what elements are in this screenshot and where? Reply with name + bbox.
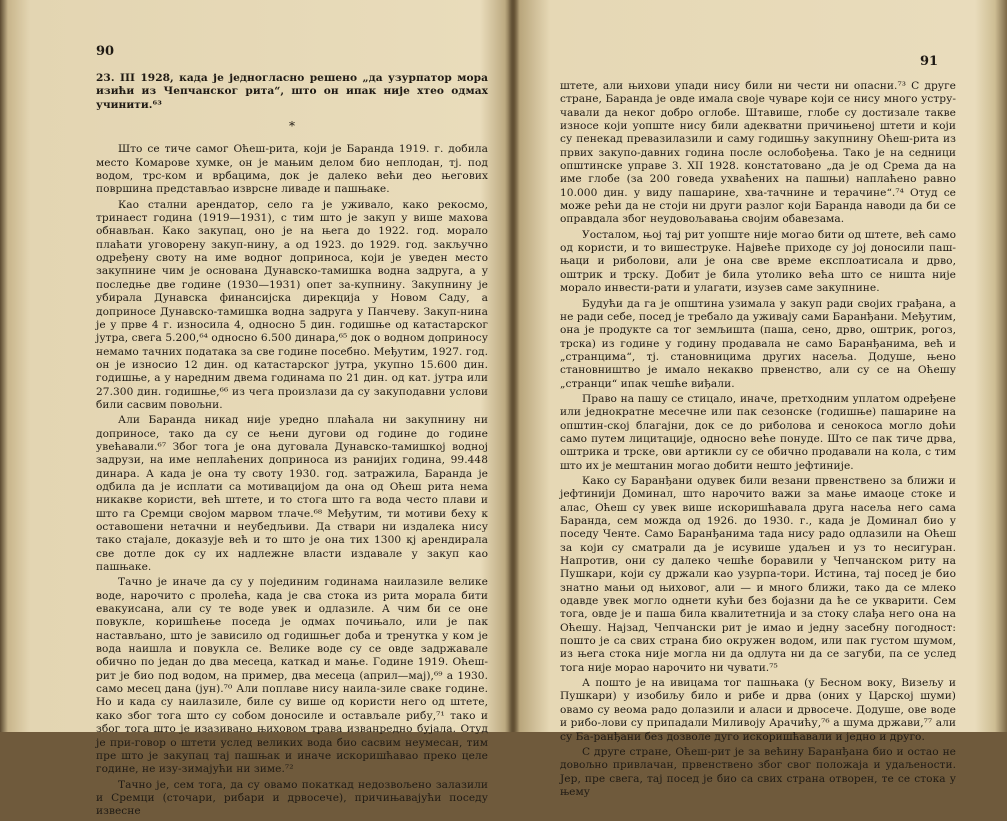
paragraph: Што се тиче самог Оћеш-рита, који је Баранда 1919. г. добила место Комарове хумке, он је мањим делом био неплодан, тј. под водом, трс-ком и врбацима, док је далеко већи део његових површина представљао изврсне ливаде и пашњаке. — [96, 143, 488, 196]
paragraph: Право на пашу се стицало, иначе, претходним уплатом одређене или једнократне месечне или пак сезонске (годишње) пашарине на општин-ској благајни, док се до риболова и сенокоса могло доћи само путем лицитације, односно веће понуде. Што се пак тиче дрва, оштрика и трске, ови артикли су се обично продавали на кола, с тим што их је мештанин могао добити нешто јефтиније. — [560, 392, 956, 472]
paragraph: А пошто је на ивицама тог пашњака (у Бесном воку, Визељу и Пушкари) у изобиљу било и рибе и дрва (оних у Царској шуми) овамо су веома радо долазили и аласи и дрвосече. Додуше, ове воде и рибо-лови су припадали Миливоју Арачићу,⁷⁶ а шума држави,⁷⁷ али су Ба-ранђани без дозволе дуго искоришћавали и једно и друго. — [560, 677, 956, 743]
opening-paragraph: 23. III 1928, када је једногласно решено „да узурпатор мора изићи из Чепчанског рита“, што он ипак није хтео одмах учинити.⁶³ — [96, 72, 488, 111]
paragraph: Уосталом, њој тај рит уопште није могао бити од штете, већ само од користи, и то вишеструке. Највеће приходе су јој доносили паш-њаци и риболови, али је она све време експлоатисала и дрво, оштрик и трску. Добит је била утолико већа што се ништа није морало инвести-рати и улагати, изузев саме закупнине. — [560, 228, 956, 295]
left-page-text — [96, 72, 488, 821]
right-page — [516, 0, 999, 798]
paragraph: Тачно је иначе да су у појединим годинама наилазиле велике воде, нарочито с пролећа, када је сва стока из рита морала бити евакуисана, али су те воде увек и одлазиле. А чим би се оне повукле, коришћење поседа је одмах почињало, или је пак настављано, што је зависило од годишњег доба и тренутка у ком је вода наишла и повукла се. Велике воде су се овде задржавале обично по један до два месеца, каткад и мање. Године 1919. Оћеш-рит је био под водом, на пример, два месеца (април—мај),⁶⁹ а 1930. само месец дана (јун).⁷⁰ Али поплаве нису наила-зиле сваке године. Но и када су наилазиле, биле су више од користи него од штете, како због тога што су собом доносиле и остављале рибу,⁷¹ тако и због тога што је изазивано њиховом трава изванредно бујала. Отуд је при-говор о штети услед великих вода био сасвим неумесан, тим пре што је закупац тај пашњак и иначе искоришћавао преко целе године, не изу-зимајући ни зиме.⁷² — [96, 576, 488, 776]
page-number-left: 90 — [96, 44, 115, 59]
paragraph: Али Баранда никад није уредно плаћала ни закупнину ни доприносе, тако да су се њени дугови од године до године увећавали.⁶⁷ Због тога је она дуговала Дунавско-тамишкој водној задрузи, на име неплаћених доприноса из ранијих година, 99.448 динара. А када је она ту своту 1930. год. затражила, Баранда је одбила да је исплати са мотивацијом да она од Оћеш рита нема никакве користи, већ штете, и то стога што га вода често плави и што га Сремци својом марвом тлаче.⁶⁸ Међутим, ти мотиви беху к оставошени нетачни и неубедљиви. Да ствари ни издалека нису тако стајале, доказује већ и то што је она тих 1300 кј арендирала све дотле док су их надлежне власти издавале у закуп као пашњаке. — [96, 414, 488, 574]
page-number-right: 91 — [920, 54, 939, 69]
paragraph: С друге стране, Оћеш-рит је за већину Баранђана био и остао не довољно привлачан, првенствено због свог положаја и удаљености. Јер, пре свега, тај посед је био са свих страна отворен, те се стока у њему — [560, 745, 956, 798]
section-separator: * — [288, 119, 296, 134]
right-page-text — [560, 80, 956, 801]
paragraph: Као стални арендатор, село га је уживало, како рекосмо, тринаест година (1919—1931), с тим што је закуп у више махова обнављан. Како закупац, оно је на њега до 1922. год. морало плаћати уговорену закуп-нину, а од 1923. до 1929. год. закључно одређену своту на име водног доприноса, који је уведен место закупнине чим је основана Дунавско-тамишка водна задруга, а у последње две године (1930—1931) опет за-купнину. Закупнину је убирала Дунавска финансијска дирекција у Новом Саду, а доприносе Дунавско-тамишка водна задруга у Панчеву. Закуп-нина је у прве 4 г. износила 4, односно 5 дин. годишње од катастарског јутра, свега 5.200,⁶⁴ односно 6.500 динара,⁶⁵ док о водном доприносу немамо тачних података за све године посебно. Међутим, 1927. год. он је износио 12 дин. од катастарског јутра, укупно 15.600 дин. годишње, а у наредним двема годинама по 21 дин. од кат. јутра или 27.300 дин. годишње,⁶⁶ из чега произлази да су закуподавни услови били сасвим повољни. — [96, 198, 488, 411]
left-page — [8, 0, 513, 818]
paragraph: штете, али њихови упади нису били ни чести ни опасни.⁷³ С друге стране, Баранда је овде имала своје чуваре који се нису много устру-чавали да неког добро оглобе. Штавише, глобе су достизале такве износе који уопште нису били адекватни причињеној штети и који су пенекад превазилазили и саму годишњу закупнину Оћеш-рита из првих закупо-давних година после ослобођења. Тако је на седници општинске управе 3. XII 1928. констатовано „да је од Срема да на име глобе (за 200 говеда ухваћених на пашњи) наплаћено равно 10.000 дин. у виду пашарине, хва-тачнине и терачине“.⁷⁴ Отуд се може рећи да не стоји ни други разлог који Баранда наводи да би се оправдала због неудовољавања својим обавезама. — [560, 80, 956, 226]
paragraph: Тачно је, сем тога, да су овамо покаткад недозвољено залазили и Сремци (сточари, рибари и дрвосече), причињавајући поседу извесне — [96, 778, 488, 818]
paragraph: Како су Баранђани одувек били везани првенствено за ближи и јефтинији Доминал, што нарочито важи за мање имаоце стоке и алас, Оћеш су увек више искоришћавала друга насеља него сама Баранда, сем можда од 1926. до 1930. г., када је Доминал био у поседу Ченте. Само Баранђанима тада нису радо одлазили на Оћеш за који су сматрали да је исувише удаљен и уз то несигуран. Напротив, они су далеко чешће боравили у Чепчанском риту на Пушкари, који су држали као узурпа-тори. Истина, тај посед је био знатно мањи од њиховог, али — и много ближи, тако да се млеко одавде увек могло однети кући без бојазни да ће се укварити. Сем тога, овде је и паша била квалитетнија и за стоку слађа него она на Оћешу. Најзад, Чепчански рит је имао и једну засебну погодност: пошто је са свих страна био окружен водом, или пак густом шумом, из њега стока није могла ни да одлута ни да се загуби, па се услед тога није морао нарочито ни чувати.⁷⁵ — [560, 474, 956, 674]
paragraph: Будући да га је општина узимала у закуп ради својих грађана, а не ради себе, посед је требало да уживају сами Баранђани. Међутим, она је продукте са тог земљишта (паша, сено, дрво, оштрик, рогоз, трска) из године у годину продавала не само Баранђанима, већ и „странцима“, тј. становницима других насеља. Додуше, њено становништво је имало некакво првенство, али су се на Оћешу „странци“ ипак чешће виђали. — [560, 297, 957, 390]
